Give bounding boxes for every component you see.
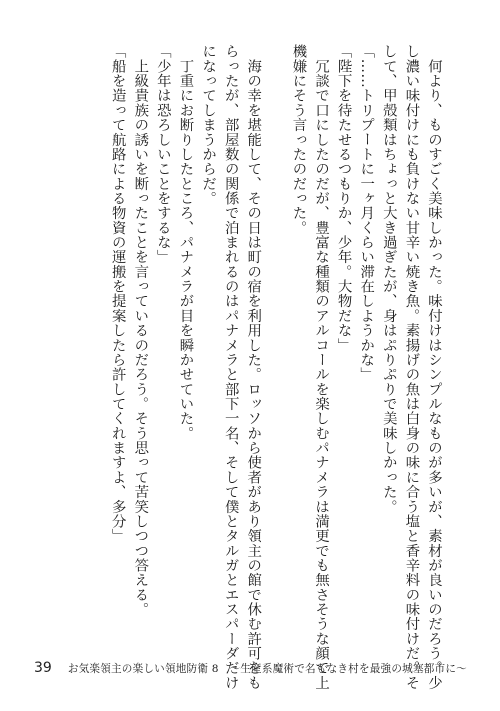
text-line: 「陛下を待たせるつもりか、少年。大物だな」 [335,44,352,353]
text-line: 海の幸を堪能して、その日は町の宿を利用した。ロッソから使者があり領主の館で休む許可をも [245,44,262,690]
text-line: らったが、部屋数の関係で泊まれるのはパナメラと部下一名、そして僕とタルガとエスパーダだけ [222,44,239,690]
text-line: 丁重にお断りしたところ、パナメラが目を瞬かせていた。 [177,44,194,441]
blank-line [264,44,287,604]
text-line: し濃い味付けにも負けない甘辛い焼き魚。素揚げの魚は白身の味に合う塩と香辛料の味付けだ。そ [403,44,420,690]
text-line: して、甲殻類はちょっと大き過ぎたが、身はぷりぷりで美味しかった。 [380,44,397,514]
text-line: 「船を造って航路による物資の運搬を提案したら許してくれますよ、多分」 [109,44,126,544]
page-number: 39 [34,660,52,676]
page-footer [34,660,467,678]
text-line: 冗談で口にしたのだが、豊富な種類のアルコールを楽しむパナメラは満更でも無さそうな顔で上 [313,44,330,690]
text-line: 機嫌にそう言ったのだった。 [290,44,307,235]
text-line: 何より、ものすごく美味しかった。味付けはシンプルなものが多いが、素材が良いのだろう。少 [426,44,442,690]
running-title: お気楽領主の楽しい領地防衛 8 ～生産系魔術で名もなき村を最強の城塞都市に～ [67,663,467,675]
text-line: 上級貴族の誘いを断ったことを言っているのだろう。そう思って苦笑しつつ答える。 [132,44,149,617]
text-line: 「……トリプートに一ヶ月くらい滞在しようかな」 [358,44,375,382]
text-line: 「少年は恐ろしいことをするな」 [154,44,171,265]
text-line: になってしまうからだ。 [200,44,217,206]
